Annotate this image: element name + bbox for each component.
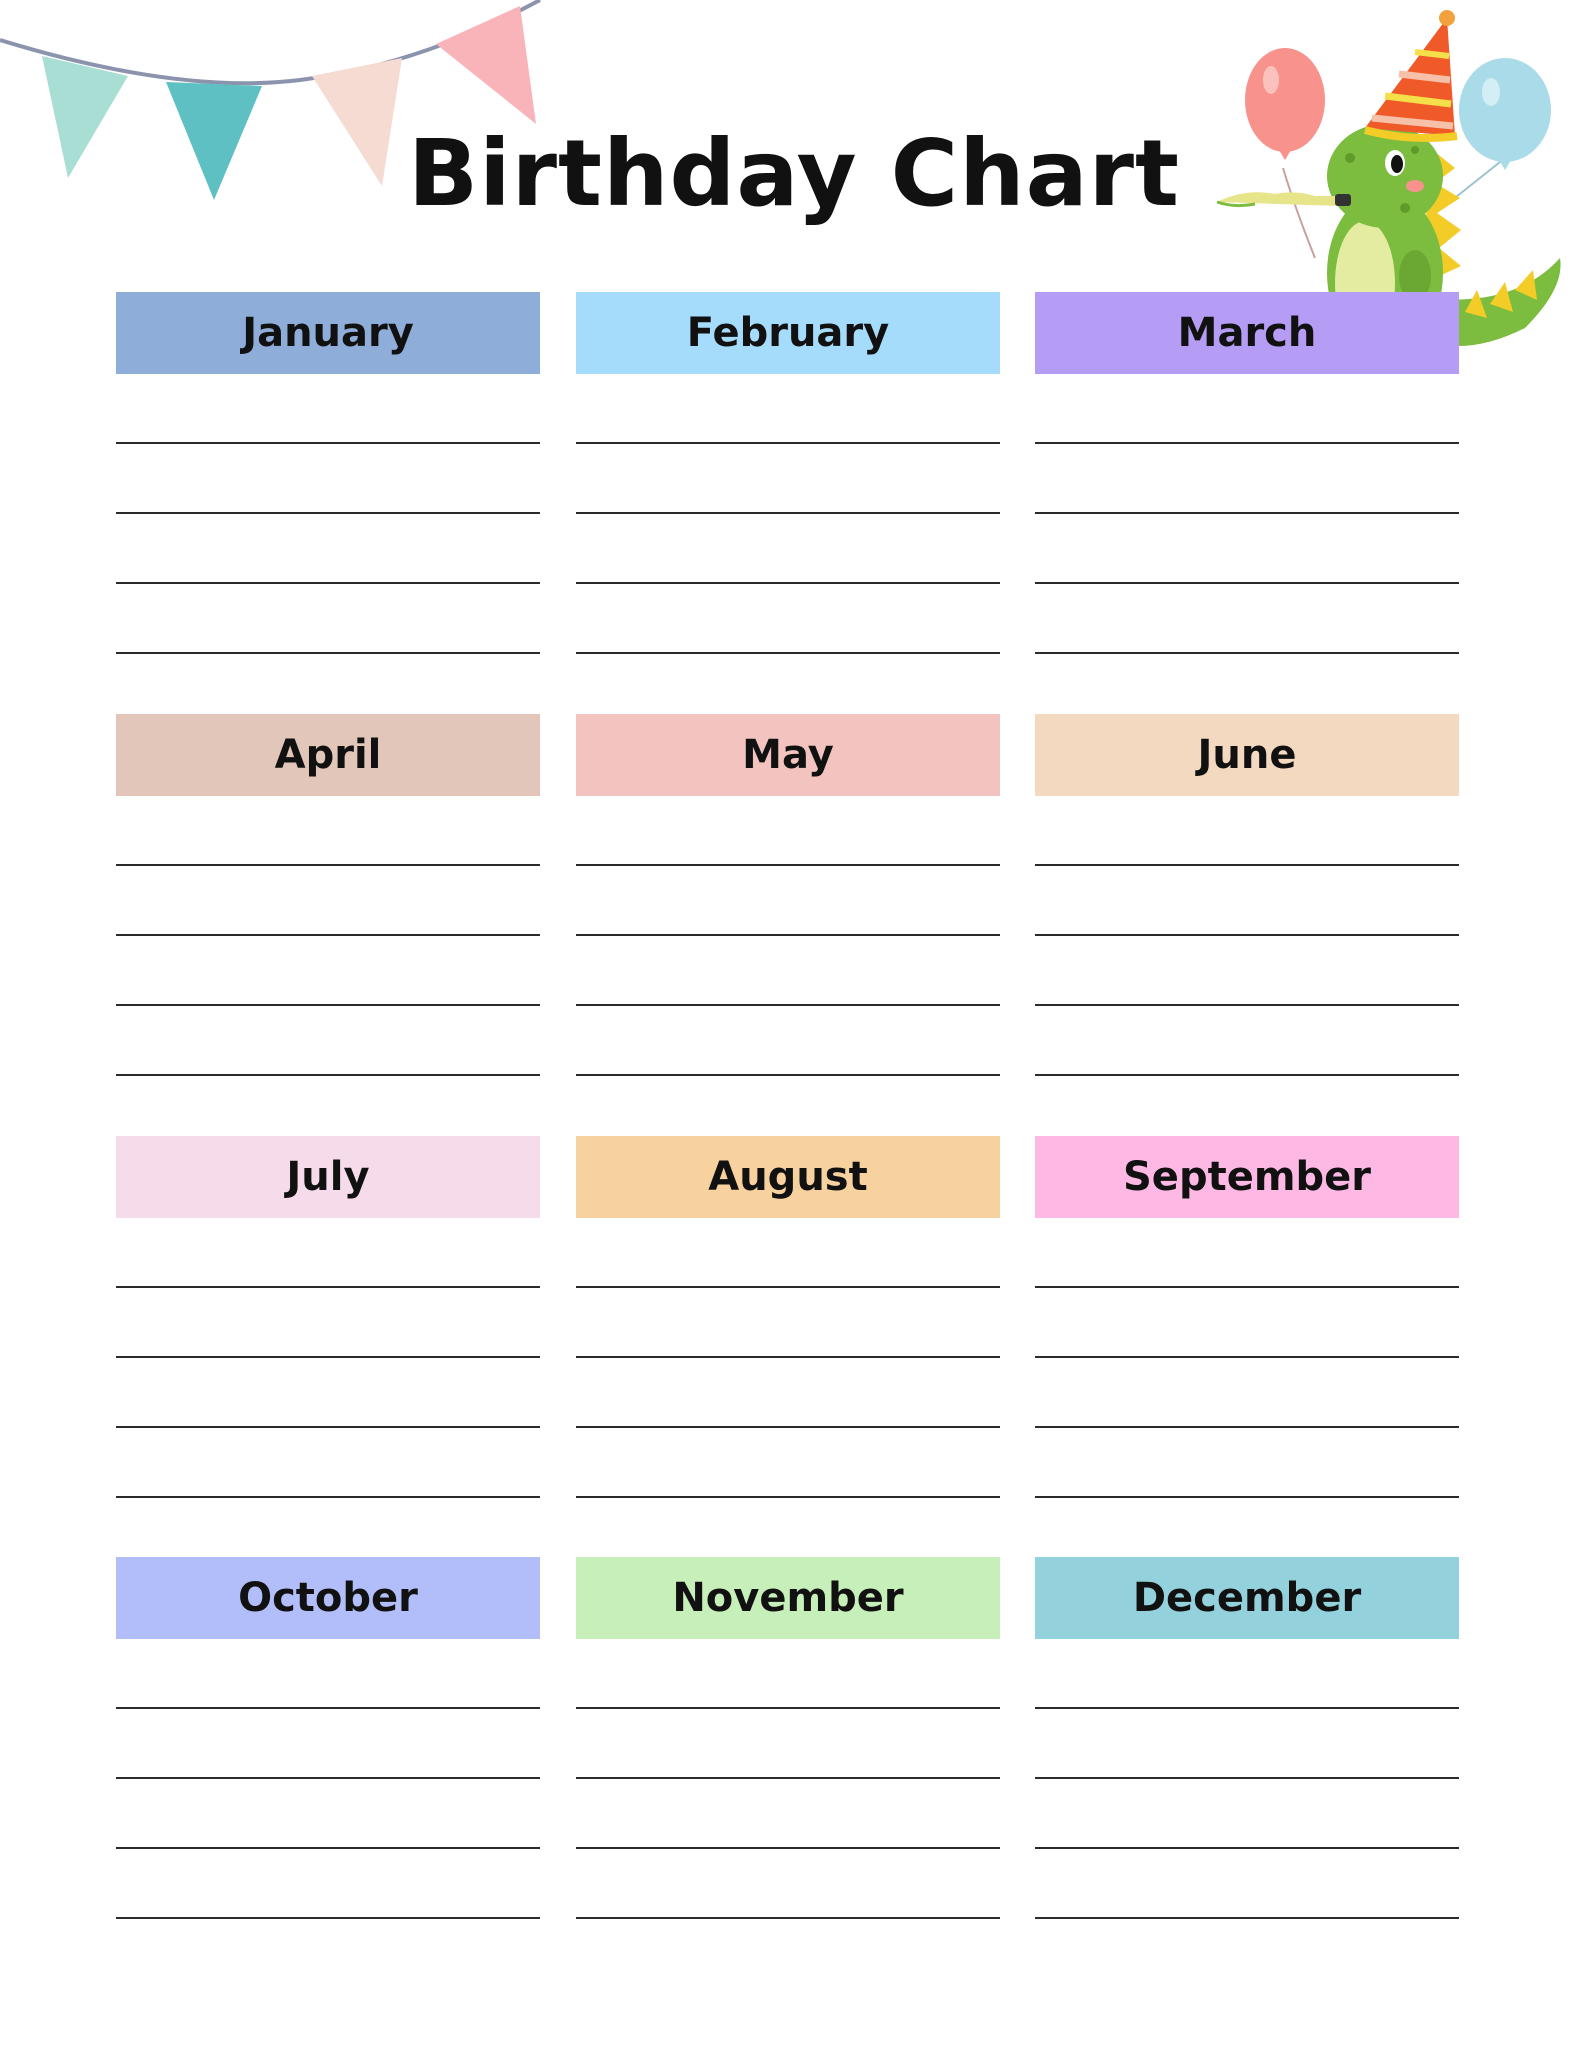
entry-line — [116, 934, 540, 936]
entry-line — [116, 1004, 540, 1006]
month-block-november — [576, 1557, 1000, 1639]
entry-line — [576, 1847, 1000, 1849]
entry-line — [576, 1286, 1000, 1288]
month-header: December — [1035, 1557, 1459, 1639]
entry-line — [116, 1356, 540, 1358]
page-title: Birthday Chart — [407, 120, 1181, 227]
entry-line — [576, 1356, 1000, 1358]
entry-line — [116, 652, 540, 654]
entry-line — [116, 1847, 540, 1849]
month-block-february — [576, 292, 1000, 374]
month-header: June — [1035, 714, 1459, 796]
month-header: October — [116, 1557, 540, 1639]
entry-line — [1035, 1777, 1459, 1779]
month-block-january — [116, 292, 540, 374]
entry-line — [116, 1777, 540, 1779]
entry-line — [116, 582, 540, 584]
entry-line — [1035, 1707, 1459, 1709]
entry-line — [576, 1074, 1000, 1076]
entry-line — [576, 934, 1000, 936]
entry-line — [576, 652, 1000, 654]
month-block-may — [576, 714, 1000, 796]
entry-line — [576, 1917, 1000, 1919]
entry-line — [1035, 934, 1459, 936]
entry-line — [1035, 1004, 1459, 1006]
month-header: November — [576, 1557, 1000, 1639]
month-block-october — [116, 1557, 540, 1639]
month-header: February — [576, 292, 1000, 374]
entry-line — [576, 1707, 1000, 1709]
entry-line — [1035, 442, 1459, 444]
entry-line — [116, 1707, 540, 1709]
entry-line — [1035, 1496, 1459, 1498]
entry-line — [1035, 864, 1459, 866]
entry-line — [116, 1496, 540, 1498]
entry-line — [1035, 652, 1459, 654]
entry-line — [116, 864, 540, 866]
month-header: September — [1035, 1136, 1459, 1218]
entry-line — [1035, 512, 1459, 514]
month-header: August — [576, 1136, 1000, 1218]
entry-line — [576, 1777, 1000, 1779]
entry-line — [116, 1917, 540, 1919]
entry-line — [116, 1074, 540, 1076]
entry-line — [1035, 1917, 1459, 1919]
bunting-flag — [436, 6, 536, 124]
month-block-december — [1035, 1557, 1459, 1639]
entry-line — [576, 864, 1000, 866]
entry-line — [576, 1496, 1000, 1498]
month-header: May — [576, 714, 1000, 796]
entry-line — [116, 1426, 540, 1428]
entry-line — [116, 442, 540, 444]
entry-line — [1035, 1847, 1459, 1849]
entry-line — [1035, 1286, 1459, 1288]
month-block-july — [116, 1136, 540, 1218]
entry-line — [116, 512, 540, 514]
month-block-june — [1035, 714, 1459, 796]
entry-line — [1035, 1074, 1459, 1076]
entry-line — [576, 582, 1000, 584]
month-header: April — [116, 714, 540, 796]
entry-line — [576, 1004, 1000, 1006]
entry-line — [1035, 1426, 1459, 1428]
entry-line — [576, 512, 1000, 514]
month-header: January — [116, 292, 540, 374]
entry-line — [576, 1426, 1000, 1428]
month-block-march — [1035, 292, 1459, 374]
entry-line — [576, 442, 1000, 444]
month-block-august — [576, 1136, 1000, 1218]
entry-line — [116, 1286, 540, 1288]
entry-line — [1035, 582, 1459, 584]
entry-line — [1035, 1356, 1459, 1358]
month-header: July — [116, 1136, 540, 1218]
month-block-april — [116, 714, 540, 796]
month-header: March — [1035, 292, 1459, 374]
month-block-september — [1035, 1136, 1459, 1218]
